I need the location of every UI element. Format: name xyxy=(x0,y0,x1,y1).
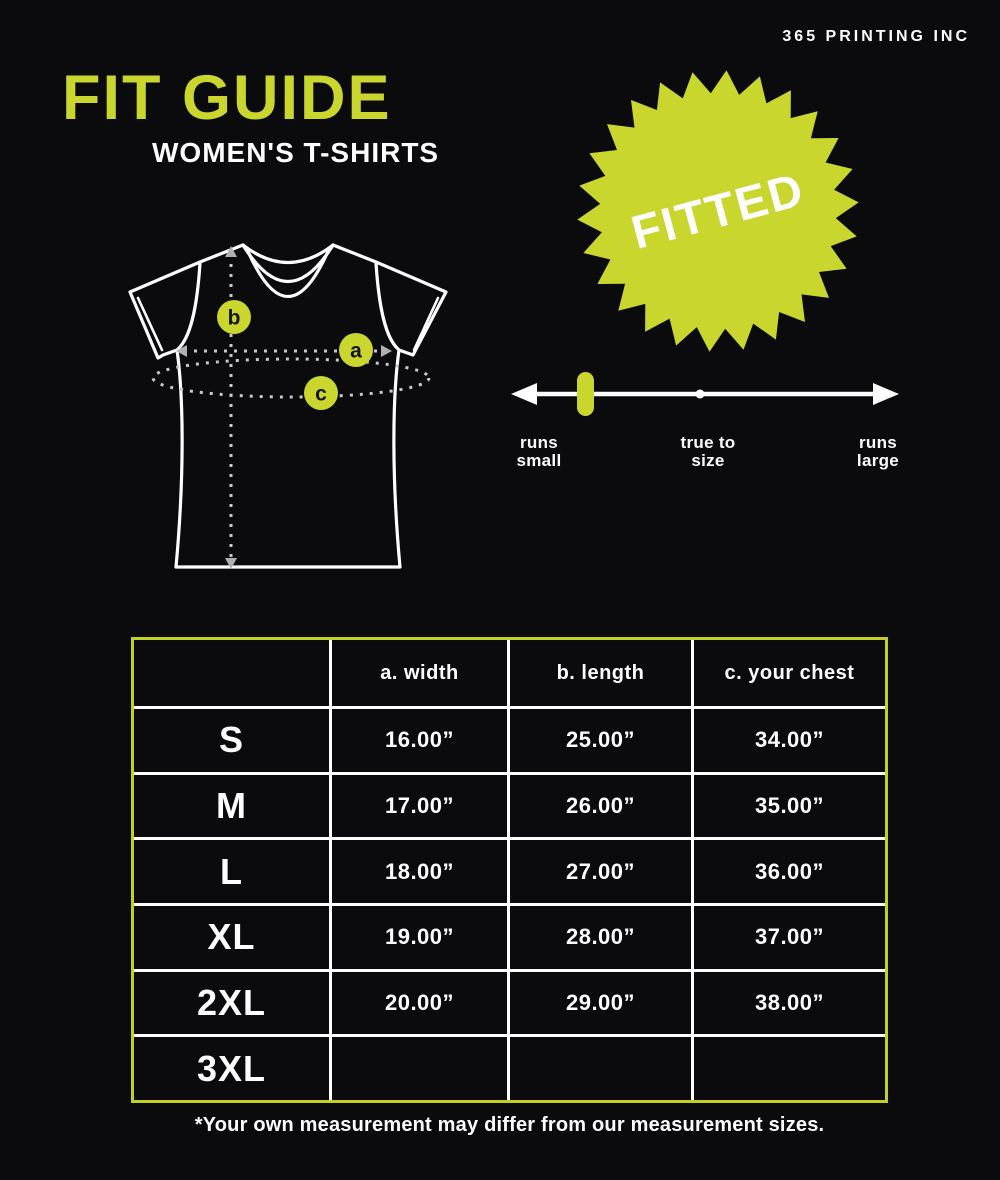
marker-c xyxy=(304,376,338,410)
fitted-badge xyxy=(573,66,863,356)
chest-cell: 35.00” xyxy=(694,775,885,838)
true-to-size-dot xyxy=(696,390,705,399)
fit-scale xyxy=(495,366,915,424)
chest-measure-ellipse xyxy=(153,359,429,397)
col-header-chest: c. your chest xyxy=(694,640,885,706)
length-cell: 27.00” xyxy=(510,840,691,903)
brand-name: 365 PRINTING INC xyxy=(782,28,970,45)
table-corner-cell xyxy=(134,640,329,706)
scale-arrow-left-icon xyxy=(511,383,537,405)
tshirt-outline xyxy=(130,245,446,567)
chest-cell: 37.00” xyxy=(694,906,885,969)
marker-c-letter: c xyxy=(315,382,327,406)
length-cell: 26.00” xyxy=(510,775,691,838)
length-cell: 29.00” xyxy=(510,972,691,1035)
badge-label: FITTED xyxy=(625,162,810,259)
arrow-right-icon xyxy=(381,345,392,357)
chest-cell: 38.00” xyxy=(694,972,885,1035)
size-cell: 3XL xyxy=(134,1037,329,1100)
col-header-width: a. width xyxy=(332,640,507,706)
width-cell xyxy=(332,1037,507,1100)
scale-label-runs-small: runs small xyxy=(516,433,562,470)
width-cell: 20.00” xyxy=(332,972,507,1035)
marker-a-letter: a xyxy=(350,339,362,363)
marker-b xyxy=(217,300,251,334)
scale-label-runs-large: runs large xyxy=(856,433,900,470)
tshirt-diagram xyxy=(98,220,478,600)
size-cell: M xyxy=(134,775,329,838)
size-table xyxy=(131,637,888,1103)
size-cell: 2XL xyxy=(134,972,329,1035)
footnote: *Your own measurement may differ from our measurement sizes. xyxy=(194,1114,825,1136)
width-cell: 16.00” xyxy=(332,709,507,772)
chest-cell: 36.00” xyxy=(694,840,885,903)
page-subtitle: WOMEN'S T-SHIRTS xyxy=(152,137,440,168)
marker-a xyxy=(339,333,373,367)
size-cell: XL xyxy=(134,906,329,969)
col-header-length: b. length xyxy=(510,640,691,706)
page-title: FIT GUIDE xyxy=(62,63,392,133)
width-cell: 19.00” xyxy=(332,906,507,969)
length-cell: 25.00” xyxy=(510,709,691,772)
length-cell: 28.00” xyxy=(510,906,691,969)
chest-cell: 34.00” xyxy=(694,709,885,772)
scale-label-true-to-size: true to size xyxy=(680,433,736,470)
scale-arrow-right-icon xyxy=(873,383,899,405)
length-measure-line xyxy=(225,246,237,569)
width-cell: 18.00” xyxy=(332,840,507,903)
width-cell: 17.00” xyxy=(332,775,507,838)
fit-marker xyxy=(577,372,594,416)
length-cell xyxy=(510,1037,691,1100)
size-cell: L xyxy=(134,840,329,903)
chest-cell xyxy=(694,1037,885,1100)
size-cell: S xyxy=(134,709,329,772)
marker-b-letter: b xyxy=(227,306,241,330)
